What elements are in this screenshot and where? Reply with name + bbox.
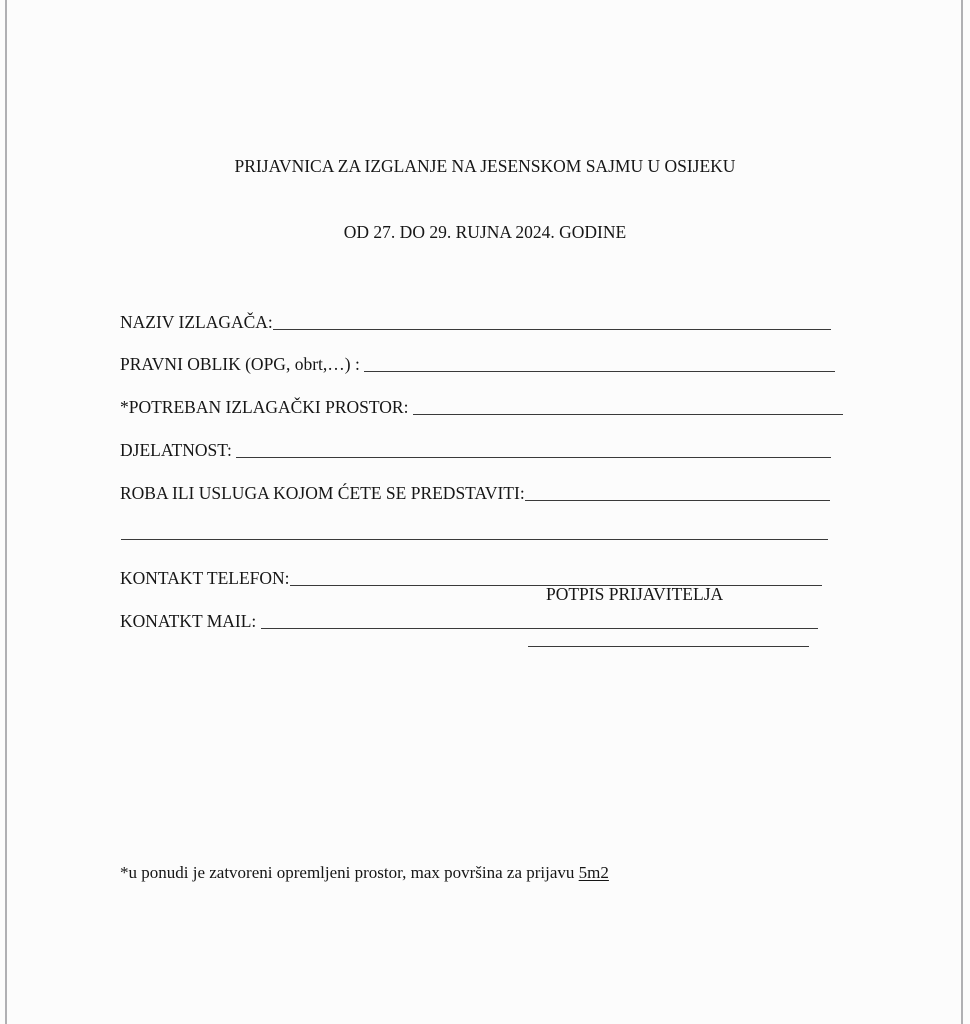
document-title: [0, 0, 970, 265]
signature-label: POTPIS PRIJAVITELJA: [546, 584, 724, 604]
title-line-1: PRIJAVNICA ZA IZGLANJE NA JESENSKOM SAJMU U OSIJEKU: [234, 156, 736, 176]
fill-line-naziv-izlagaca: [273, 311, 831, 330]
field-row-roba-usluga-continuation: [121, 521, 828, 543]
page-edge-left: [5, 0, 7, 1024]
field-label-izlagacki-prostor: *POTREBAN IZLAGAČKI PROSTOR:: [120, 397, 413, 417]
footnote: [120, 862, 609, 884]
page-edge-right: [961, 0, 963, 1024]
title-line-2: OD 27. DO 29. RUJNA 2024. GODINE: [343, 222, 627, 242]
field-row-naziv-izlagaca: [120, 311, 831, 333]
footnote-text: *u ponudi je zatvoreni opremljeni prostor, max površina za prijavu: [120, 863, 579, 882]
field-label-naziv-izlagaca: NAZIV IZLAGAČA:: [120, 312, 273, 332]
signature-fill-line: [528, 646, 809, 647]
field-label-kontakt-telefon: KONTAKT TELEFON:: [120, 568, 290, 588]
field-row-kontakt-mail: [120, 610, 818, 632]
field-label-kontakt-mail: KONATKT MAIL:: [120, 611, 261, 631]
field-row-roba-usluga: [120, 482, 830, 504]
fill-line-izlagacki-prostor: [413, 396, 843, 415]
fill-line-kontakt-mail: [261, 610, 818, 629]
fill-line-roba-usluga: [525, 482, 830, 501]
field-row-djelatnost: [120, 439, 831, 461]
field-label-pravni-oblik: PRAVNI OBLIK (OPG, obrt,…) :: [120, 354, 365, 374]
field-label-roba-usluga: ROBA ILI USLUGA KOJOM ĆETE SE PREDSTAVITI:: [120, 483, 525, 503]
footnote-underlined-value: 5m2: [578, 863, 609, 882]
application-form: [120, 311, 970, 632]
field-row-izlagacki-prostor: [120, 396, 843, 418]
fill-line-roba-usluga-continuation: [121, 521, 828, 540]
field-label-djelatnost: DJELATNOST:: [120, 440, 237, 460]
fill-line-djelatnost: [236, 439, 831, 458]
field-row-pravni-oblik: [120, 353, 835, 375]
fill-line-pravni-oblik: [364, 353, 835, 372]
